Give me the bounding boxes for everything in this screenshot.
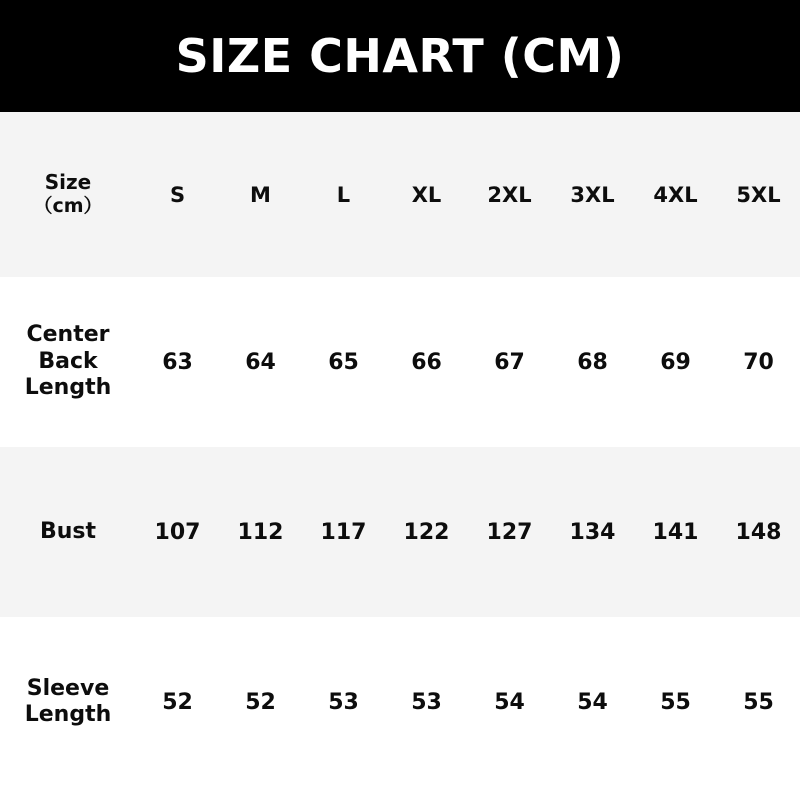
row-label-line1: Center — [26, 322, 110, 348]
row-label-bust — [0, 447, 136, 617]
row-label-line1: Sleeve — [26, 675, 110, 701]
header-size-label-line1: Size — [44, 170, 92, 195]
row-label-center-back-length — [0, 277, 136, 447]
chart-title-bar — [0, 0, 800, 112]
column-header-m: M — [219, 112, 302, 277]
header-size-label-unit: （cm） — [33, 195, 103, 218]
cell-sleeve-length-xl: 53 — [385, 617, 468, 787]
cell-sleeve-length-4xl: 55 — [634, 617, 717, 787]
cell-sleeve-length-2xl: 54 — [468, 617, 551, 787]
cell-bust-2xl: 127 — [468, 447, 551, 617]
header-size-label — [0, 112, 136, 277]
cell-bust-4xl: 141 — [634, 447, 717, 617]
cell-center-back-length-l: 65 — [302, 277, 385, 447]
size-chart-table — [0, 112, 800, 787]
cell-center-back-length-2xl: 67 — [468, 277, 551, 447]
cell-sleeve-length-5xl: 55 — [717, 617, 800, 787]
bottom-whitespace — [0, 787, 800, 800]
column-header-xl: XL — [385, 112, 468, 277]
table-row — [0, 617, 800, 787]
column-header-4xl: 4XL — [634, 112, 717, 277]
page-title: SIZE CHART (CM) — [175, 29, 625, 83]
cell-sleeve-length-3xl: 54 — [551, 617, 634, 787]
row-label-line2: Back — [38, 348, 98, 374]
column-header-l: L — [302, 112, 385, 277]
table-header-row — [0, 112, 800, 277]
cell-center-back-length-3xl: 68 — [551, 277, 634, 447]
cell-bust-s: 107 — [136, 447, 219, 617]
cell-sleeve-length-s: 52 — [136, 617, 219, 787]
cell-bust-5xl: 148 — [717, 447, 800, 617]
row-label-sleeve-length — [0, 617, 136, 787]
cell-center-back-length-m: 64 — [219, 277, 302, 447]
cell-center-back-length-5xl: 70 — [717, 277, 800, 447]
cell-sleeve-length-m: 52 — [219, 617, 302, 787]
row-label-line1: Bust — [39, 518, 97, 544]
cell-center-back-length-xl: 66 — [385, 277, 468, 447]
table-row — [0, 277, 800, 447]
column-header-5xl: 5XL — [717, 112, 800, 277]
column-header-3xl: 3XL — [551, 112, 634, 277]
cell-center-back-length-s: 63 — [136, 277, 219, 447]
cell-center-back-length-4xl: 69 — [634, 277, 717, 447]
table-row — [0, 447, 800, 617]
cell-bust-3xl: 134 — [551, 447, 634, 617]
cell-sleeve-length-l: 53 — [302, 617, 385, 787]
cell-bust-m: 112 — [219, 447, 302, 617]
cell-bust-xl: 122 — [385, 447, 468, 617]
row-label-line3: Length — [24, 375, 112, 401]
column-header-2xl: 2XL — [468, 112, 551, 277]
cell-bust-l: 117 — [302, 447, 385, 617]
column-header-s: S — [136, 112, 219, 277]
row-label-line2: Length — [24, 702, 112, 727]
